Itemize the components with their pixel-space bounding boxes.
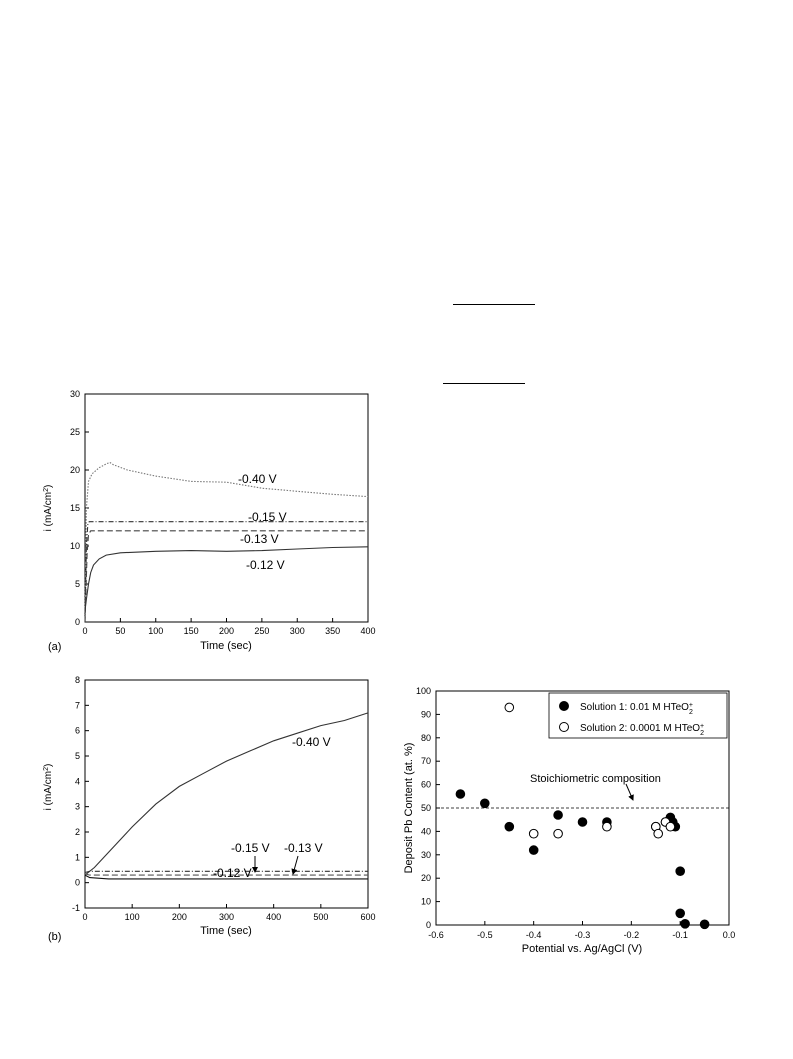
chart-c-ytick-label: 40 — [420, 826, 431, 837]
chart-b-ytick-label: 6 — [74, 725, 80, 736]
chart-b-ytick-label: 7 — [74, 700, 80, 711]
chart-b-ytick-label: 2 — [74, 827, 80, 837]
chart-a-xtick-label: 50 — [115, 626, 126, 636]
chart-c-ytick-label: 50 — [420, 803, 431, 813]
chart-a-series-0 — [85, 462, 368, 610]
chart-c-ytick-label: 10 — [420, 896, 431, 907]
chart-b-ytick-label: -1 — [71, 903, 80, 913]
chart-a-ticks — [70, 389, 376, 636]
chart-a-ytick-label: 5 — [74, 579, 80, 589]
chart-a-xtick-label: 300 — [289, 626, 305, 636]
chart-c — [403, 686, 735, 955]
chart-a-ytick-label: 0 — [74, 617, 80, 627]
chart-c-point-series-1 — [456, 790, 465, 799]
chart-a-series-3 — [85, 547, 368, 611]
chart-a-ytick-label: 10 — [69, 541, 80, 551]
chart-b-xtick-label: 200 — [171, 912, 187, 922]
chart-a-annotation-040: -0.40 V — [238, 472, 277, 486]
chart-c-xtick-label: 0.0 — [722, 930, 736, 940]
chart-c-point-series-1 — [578, 818, 587, 827]
chart-c-xtick-label: -0.2 — [623, 930, 640, 940]
chart-c-ytick-label: 100 — [415, 686, 431, 696]
chart-c-point-series-1 — [529, 846, 538, 855]
chart-a-xtick-label: 200 — [218, 626, 235, 636]
chart-b-xtick-label: 600 — [360, 912, 376, 922]
chart-a-series — [85, 462, 368, 622]
chart-b-annotation-012: -0.12 V — [213, 866, 252, 880]
chart-b-ticks — [72, 675, 376, 922]
chart-c-point-series-2 — [554, 829, 563, 838]
chart-a-series-2 — [85, 531, 368, 622]
chart-a-xtick-label: 350 — [325, 626, 341, 636]
chart-b-annotation-013: -0.13 V — [284, 841, 323, 855]
chart-c-xtick-label: -0.6 — [428, 930, 444, 940]
chart-c-xtick-label: -0.1 — [672, 930, 688, 940]
chart-c-point-series-1 — [681, 920, 690, 929]
chart-a-series-1 — [85, 522, 368, 622]
chart-a-annotation-013: -0.13 V — [240, 532, 279, 546]
chart-b-xtick-label: 300 — [218, 912, 235, 922]
chart-b-ytick-label: 3 — [74, 801, 80, 812]
chart-a — [43, 389, 376, 653]
chart-a-ytick-label: 30 — [69, 389, 80, 399]
chart-b-annotation-015: -0.15 V — [231, 841, 270, 855]
chart-b-ytick-label: 5 — [74, 751, 80, 761]
chart-a-xtick-label: 150 — [183, 626, 199, 636]
chart-b-ytick-label: 4 — [74, 776, 80, 787]
chart-b-xtick-label: 0 — [82, 912, 88, 922]
chart-c-point-series-1 — [700, 920, 709, 929]
chart-c-xtick-label: -0.5 — [477, 930, 493, 940]
chart-c-point-series-2 — [666, 822, 675, 831]
chart-c-point-series-2 — [505, 703, 514, 712]
chart-a-xlabel: Time (sec) — [200, 640, 252, 652]
chart-b — [43, 675, 376, 943]
chart-a-xtick-label: 0 — [82, 626, 88, 636]
chart-b-xtick-label: 500 — [313, 912, 329, 922]
chart-c-point-series-2 — [654, 829, 663, 838]
chart-c-ytick-label: 0 — [425, 920, 431, 930]
chart-b-annotation-040: -0.40 V — [292, 735, 331, 749]
chart-c-point-series-1 — [481, 799, 490, 808]
chart-b-ytick-label: 8 — [74, 675, 80, 685]
chart-a-xtick-label: 250 — [254, 626, 270, 636]
chart-b-ylabel: i $(mA/cm^2)$ — [42, 763, 54, 811]
chart-c-legend — [549, 693, 727, 738]
chart-c-legend-marker-1 — [560, 702, 569, 711]
chart-c-point-series-1 — [676, 909, 685, 918]
chart-c-ytick-label: 60 — [420, 779, 431, 790]
chart-c-ytick-label: 80 — [420, 732, 431, 743]
chart-a-ytick-label: 15 — [69, 503, 80, 513]
chart-b-xtick-label: 100 — [124, 912, 140, 922]
chart-b-xtick-label: 400 — [266, 912, 282, 922]
chart-a-ytick-label: 20 — [69, 465, 80, 475]
chart-c-point-series-1 — [676, 867, 685, 876]
chart-c-ytick-label: 30 — [420, 849, 431, 860]
chart-c-ytick-label: 90 — [420, 709, 431, 720]
chart-c-point-series-1 — [554, 811, 563, 820]
chart-c-xlabel: Potential vs. Ag/AgCl (V) — [521, 943, 643, 955]
chart-c-xtick-label: -0.4 — [525, 930, 542, 940]
chart-c-point-series-2 — [529, 829, 538, 838]
chart-c-ytick-label: 20 — [420, 873, 431, 884]
chart-a-annotation-012: -0.12 V — [246, 558, 285, 572]
chart-a-xtick-label: 100 — [148, 626, 164, 636]
chart-b-xlabel: Time (sec) — [200, 925, 252, 937]
chart-b-ytick-label: 0 — [74, 877, 80, 888]
chart-c-ylabel: Deposit Pb Content (at. %) — [403, 742, 415, 874]
chart-a-annotation-015: -0.15 V — [248, 510, 287, 524]
chart-b-ytick-label: 1 — [74, 852, 80, 863]
chart-c-xtick-label: -0.3 — [574, 930, 591, 940]
chart-a-panel-label: (a) — [48, 641, 62, 653]
chart-a-plot-frame — [85, 394, 368, 622]
chart-a-ytick-label: 25 — [69, 427, 80, 437]
chart-c-point-series-2 — [603, 822, 612, 831]
chart-b-panel-label: (b) — [48, 931, 62, 943]
chart-c-reference-arrow — [626, 784, 633, 800]
chart-a-ylabel: i $(mA/cm^2)$ — [42, 484, 54, 532]
chart-c-reference-label: Stoichiometric composition — [530, 773, 661, 785]
chart-c-legend-label-2: Solution 2: 0.0001 M HTeO$_2$+ — [580, 722, 705, 737]
chart-c-ytick-label: 70 — [420, 756, 431, 767]
chart-a-xtick-label: 400 — [360, 626, 376, 636]
chart-c-legend-marker-2 — [560, 723, 569, 732]
chart-c-point-series-1 — [505, 822, 514, 831]
chart-c-legend-label-1: Solution 1: 0.01 M HTeO$_2$+ — [580, 701, 693, 716]
